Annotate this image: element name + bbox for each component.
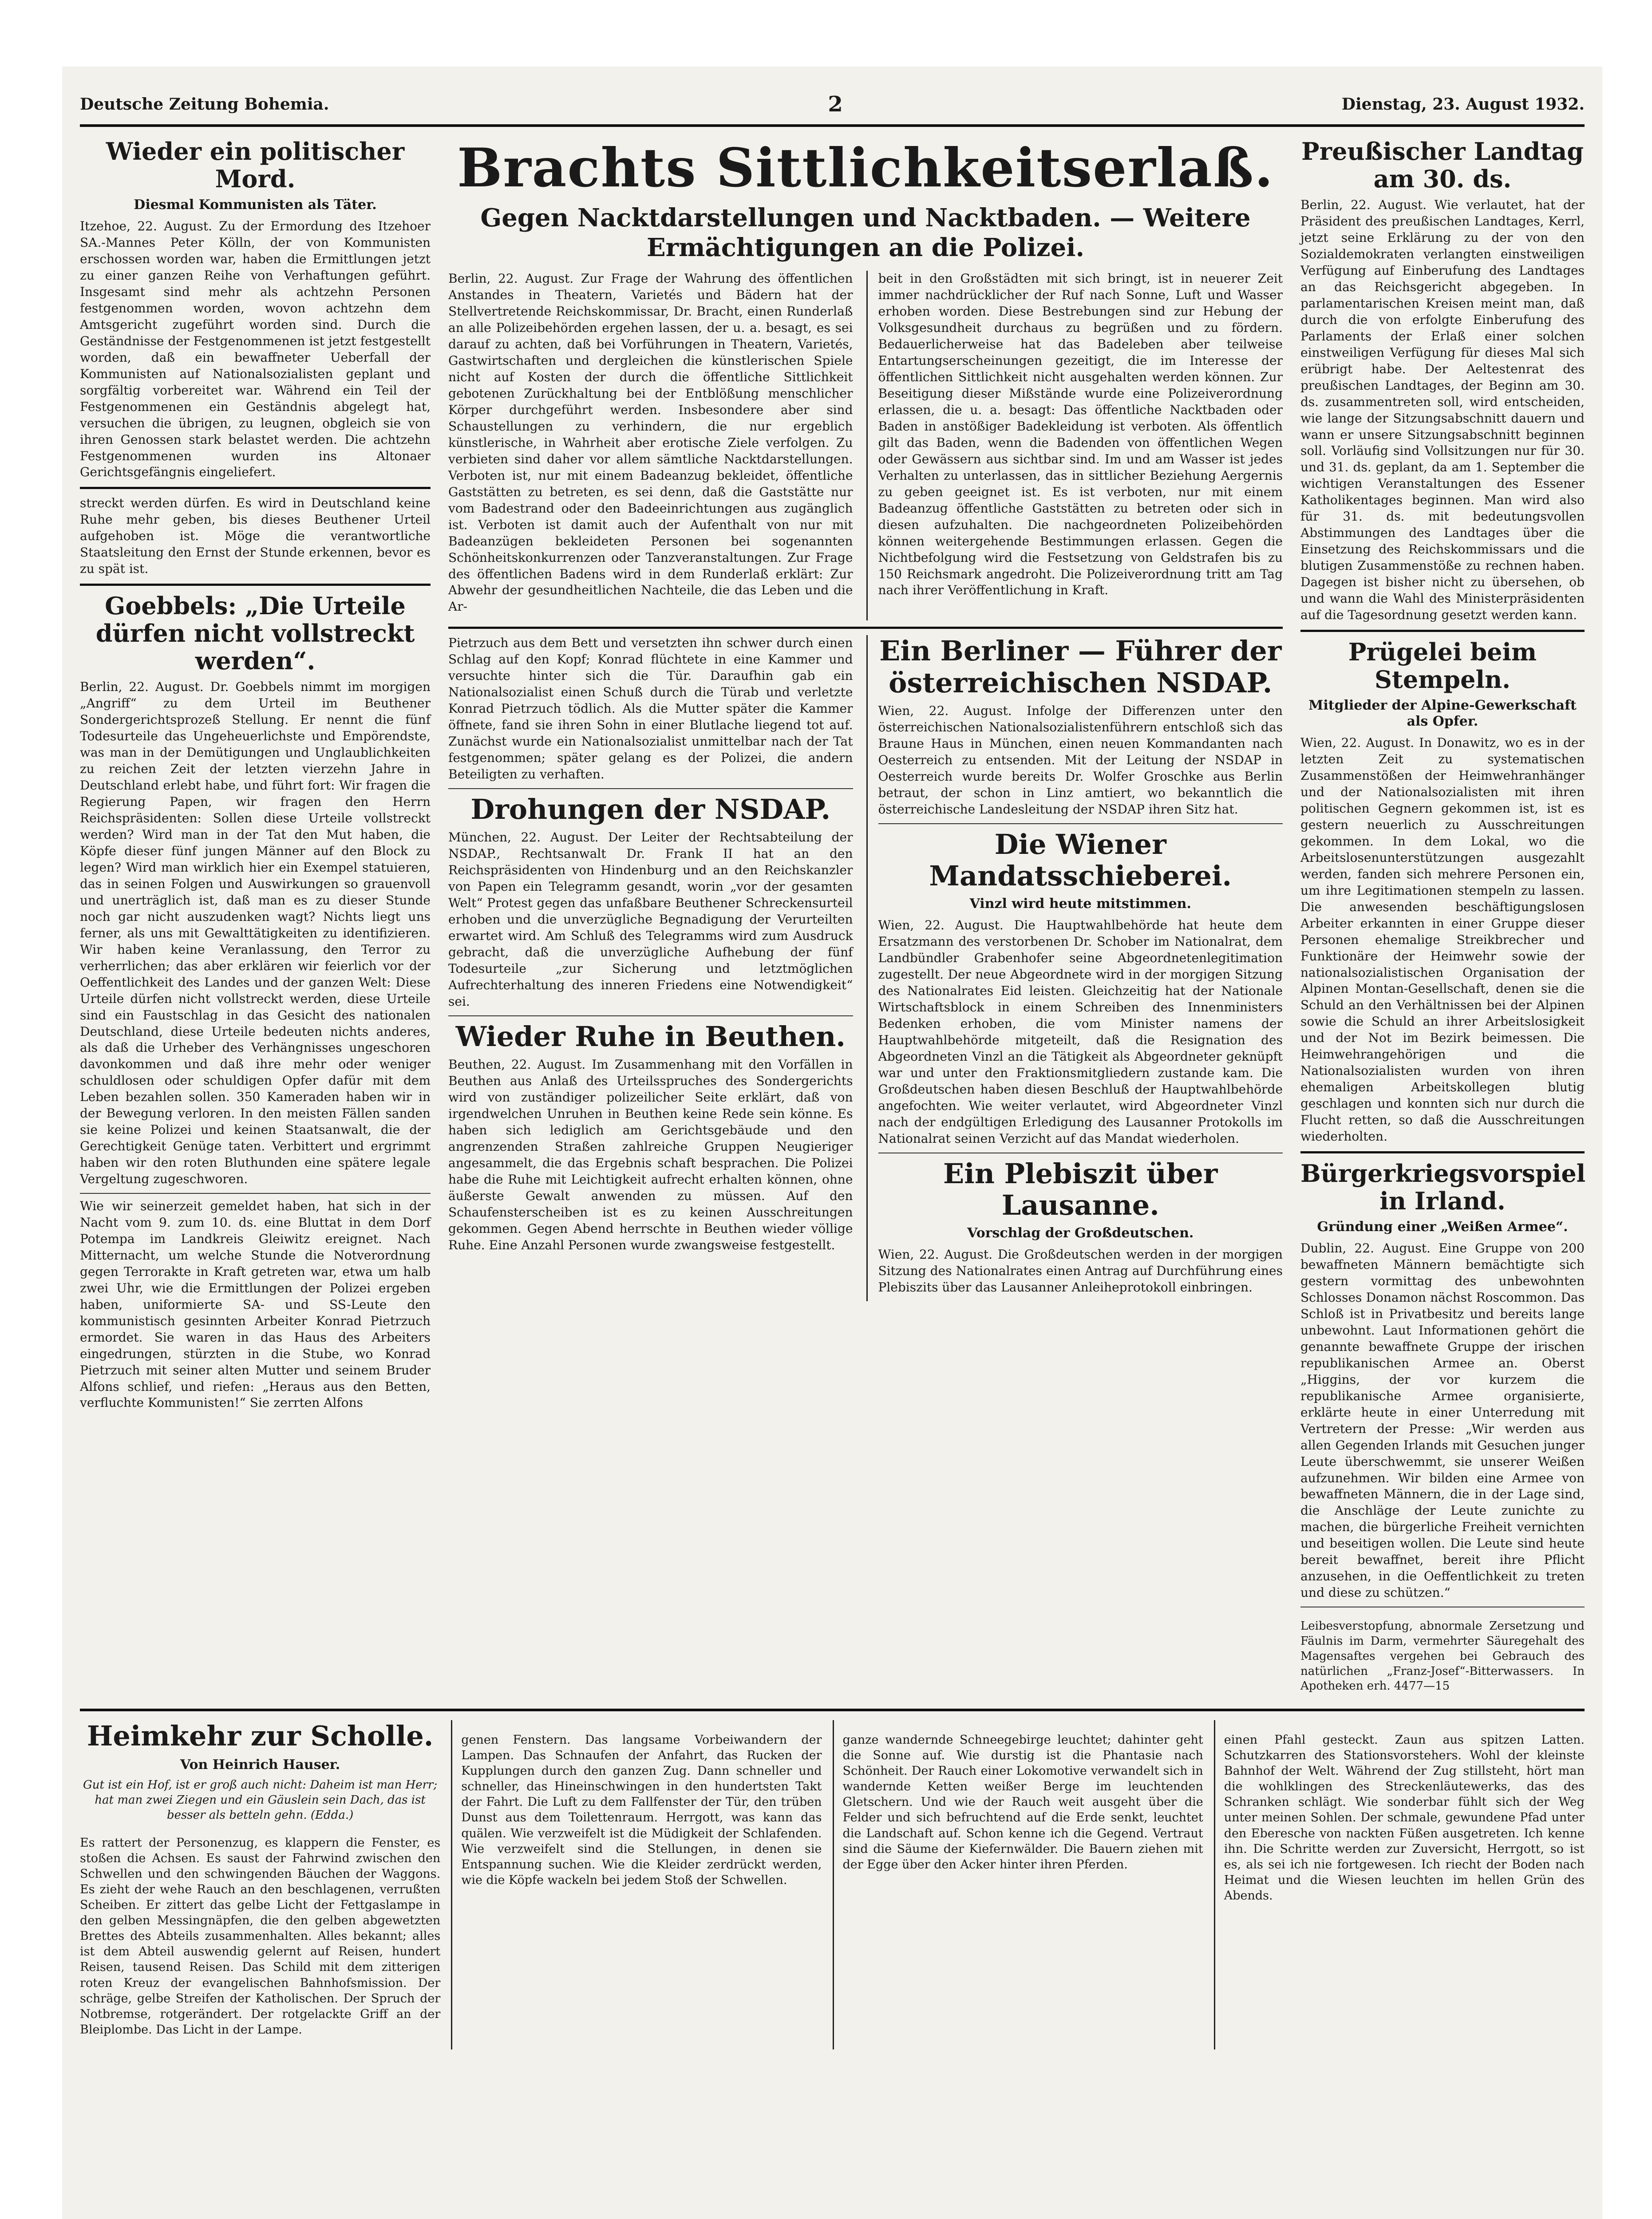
article-title-berliner: Ein Berliner — Führer der österreichischen NSDAP.	[879, 635, 1282, 699]
article-text-potempa: Wie wir seinerzeit gemeldet haben, hat sich in der Nacht vom 9. zum 10. ds. eine Bluttat in dem Dorf Potempa im Landkreis Gleiwitz ereignet. Nach Mitternacht, um welche Stunde die Notverordnung gegen Terrorakte in Kraft getreten war, etwa um halb zwei Uhr, wie die Ermittlungen der Polizei ergeben haben, uniformierte SA- und SS-Leute den kommunistisch gesinnten Arbeiter Konrad Pietrzuch ermordet. Sie waren in das Haus des Arbeiters eingedrungen, stürzten in die Stube, wo Konrad Pietrzuch mit seiner alten Mutter und seinem Bruder Alfons schlief, und riefen: „Heraus aus den Betten, verfluchte Kommunisten!“ Sie zerrten Alfons	[80, 1199, 431, 1410]
divider	[448, 627, 1283, 629]
page-header	[80, 84, 1585, 127]
article-text-mord: Itzehoe, 22. August. Zu der Ermordung des Itzehoer SA.-Mannes Peter Kölln, der von Kommunisten erschossen worden war, haben die Ermittlungen jetzt zu einer ganzen Reihe von Verhaftungen geführt. Insgesamt sind mehr als achtzehn Personen festgenommen worden, wovon achtzehn dem Amtsgericht zugeführt worden sind. Durch die Geständnisse der Festgenommenen ist jetzt festgestellt worden, daß ein bewaffneter Ueberfall der Kommunisten auf Nationalsozialisten geplant und sorgfältig vorbereitet war. Während ein Teil der Festgenommenen ein Geständnis abgelegt hat, versuchen die übrigen, zu leugnen, obgleich sie von ihren Genossen stark belastet werden. Die achtzehn Festgenommenen wurden ins Altonaer Gerichtsgefängnis eingeliefert.	[80, 219, 431, 480]
feuilleton-text-4: einen Pfahl gesteckt. Zaun aus spitzen Latten. Schutzkarren des Stationsvorstehers. Wohl der kleinste Bahnhof der Welt. Während der Zug stillsteht, hört man die wohlklingen des Streckenläutewerks, das des Schranken schlägt. Wie sonderbar fühlt sich der Weg unter meinen Sohlen. Der schmale, gewundene Pfad unter den Eberesche von nackten Füßen ausgetreten. Ich kenne ihn. Die Schritte werden zur Zuversicht, Herrgott, so ist es, als sei ich nie fortgewesen. Ich riecht der Boden nach Heimat und die Wiesen leuchten im hellen Grün des Abends.	[1224, 1733, 1585, 1903]
bracht-columns	[448, 271, 1283, 620]
divider	[80, 584, 431, 586]
feuilleton-title: Heimkehr zur Scholle.	[87, 1720, 434, 1752]
article-title-landtag: Preußischer Landtag am 30. ds.	[1301, 137, 1584, 193]
center-lower-columns	[448, 635, 1283, 1301]
article-title-beuthen: Wieder Ruhe in Beuthen.	[455, 1020, 846, 1053]
header-date: Dienstag, 23. August 1932.	[1341, 95, 1585, 114]
feuilleton-poem: Gut ist ein Hof, ist er groß auch nicht: Daheim ist man Herr; hat man zwei Ziegen und ein Gäuslein sein Dach, das ist besser als betteln gehn. (Edda.)	[83, 1778, 438, 1822]
article-title-goebbels: Goebbels: „Die Urteile dürfen nicht vollstreckt werden“.	[95, 592, 415, 675]
article-text-landtag: Berlin, 22. August. Wie verlautet, hat der Präsident des preußischen Landtages, Kerrl, jetzt seine Erklärung zu der von den Sozialdemokraten verlangten einstweiligen Verfügung auf Einberufung des Landtages an das Reichsgericht abgegeben. In parlamentarischen Kreisen meint man, daß durch die von erfolgte Einberufung des Parlaments der Erlaß einer solchen einstweiligen Verfügung für dieses Mal sich erübrigt habe. Der Aeltestenrat des preußischen Landtages, der Beginn am 30. ds. zusammentreten soll, wird entscheiden, wie lange der Sitzungsabschnitt dauern und wann er unsere Sitzungsabschnitt beginnen soll. Vorläufig sind Vollsitzungen nur für 30. und 31. ds. geplant, da am 1. September die wichtigen Veranstaltungen des Essener Katholikentages beginnen. Man wird also für 31. ds. mit bedeutungsvollen Abstimmungen des Landtages über die Einsetzung des Reichskommissars und die blutigen Zusammenstöße zu rechnen haben. Dagegen ist bisher nicht zu übersehen, ob und wann die Wahl des Ministerpräsidenten auf die Tagesordnung gesetzt werden kann.	[1300, 197, 1585, 623]
divider	[80, 1193, 431, 1194]
article-title-drohungen: Drohungen der NSDAP.	[470, 793, 831, 825]
article-subtitle-irland: Gründung einer „Weißen Armee“.	[1317, 1219, 1568, 1235]
column-center	[448, 138, 1283, 1301]
column-left	[80, 138, 431, 1417]
article-title-pruegelei: Prügelei beim Stempeln.	[1348, 637, 1537, 694]
feuilleton-text-3: ganze wandernde Schneegebirge leuchtet; dahinter geht die Sonne auf. Wie durstig ist die Phantasie nach Schönheit. Der Rauch einer Lokomotive verwandelt sich in wandernde Ketten weißer Berge im leuchtenden Gletschern. Und wie der Rauch weit ausgeht über die Felder und sich befruchtend auf die Erde senkt, leuchtet die Landschaft auf. Schon kenne ich die Gegend. Vertraut sind die Säume der Kiefernwälder. Die Bauern ziehen mit der Egge über den Acker hinter ihren Pferden.	[842, 1733, 1203, 1872]
article-title-plebiszit: Ein Plebiszit über Lausanne.	[943, 1157, 1218, 1221]
article-text-potempa-cont: Pietrzuch aus dem Bett und versetzten ihn schwer durch einen Schlag auf den Kopf; Konrad flüchtete in eine Kammer und versuchte hinter sich die Tür. Daraufhin gab ein Nationalsozialist einen Schuß durch die Türab und verletzte Konrad Pietrzuch tödlich. Als die Mutter später die Kammer öffnete, fand sie ihren Sohn in einer Blutlache liegend tot auf. Zunächst wurde ein Nationalsozialist unmittelbar nach der Tat festgenommen; später gelang es der Polizei, die andern Beteiligten zu verhaften.	[448, 636, 853, 782]
divider	[878, 823, 1283, 824]
article-text-plebiszit: Wien, 22. August. Die Großdeutschen werden in der morgigen Sitzung des Nationalrates einen Antrag auf Durchführung eines Plebiszits über das Lausanner Anleiheprotokoll einbringen.	[878, 1247, 1283, 1295]
header-newspaper-name: Deutsche Zeitung Bohemia.	[80, 95, 329, 114]
article-subtitle-wien: Vinzl wird heute mitstimmen.	[969, 896, 1191, 912]
divider	[1300, 1151, 1585, 1153]
article-text-irland: Dublin, 22. August. Eine Gruppe von 200 bewaffneten Männern bemächtigte sich gestern vormittag des unbewohnten Schlosses Donamon nächst Roscommon. Das Schloß ist in Privatbesitz und bereits lange unbewohnt. Laut Informationen gehört die genannte bewaffnete Gruppe der irischen republikanischen Armee an. Oberst „Higgins, der vor kurzem die republikanische Armee organisierte, erklärte heute in einer Unterredung mit Vertretern der Presse: „Wir werden aus allen Gegenden Irlands mit Gesuchen junger Leute überschwemmt, sie unserer Weißen aufzunehmen. Wir bilden eine Armee von bewaffneten Männern, die in der Lage sind, die Anschläge der Leute zunichte zu machen, die bürgerliche Freiheit vernichten und beseitigen wollen. Die Leute sind heute bereit bewaffnet, bereit ihre Pflicht anzusehen, in die Oeffentlichkeit zu treten und diese zu schützen.“	[1300, 1241, 1585, 1600]
header-page-number: 2	[828, 92, 843, 117]
divider	[448, 1015, 853, 1016]
article-title-bracht: Brachts Sittlichkeitserlaß.	[457, 137, 1274, 199]
divider	[80, 487, 431, 489]
article-subtitle-pruegelei: Mitglieder der Alpine-Gewerkschaft als Opfer.	[1308, 698, 1577, 730]
article-subtitle-plebiszit: Vorschlag der Großdeutschen.	[967, 1225, 1194, 1241]
article-text-bracht-a: Berlin, 22. August. Zur Frage der Wahrung des öffentlichen Anstandes in Theatern, Varietés und Bädern hat der Stellvertretende Reichskommissar, Dr. Bracht, einen Runderlaß an alle Polizeibehörden ergehen lassen, der u. a. besagt, es sei darauf zu achten, daß bei Vorführungen in Theatern, Varietés, Gastwirtschaften und dergleichen die künstlerischen Spiele nicht auf Kosten der durch die öffentliche Sittlichkeit gebotenen Zurückhaltung bei der Entblößung menschlicher Körper durchgeführt werden. Insbesondere aber sind Schaustellungen zu verhindern, die nur ergeblich künstlerische, in Wahrheit aber erotische Ziele verfolgen. Zu verbieten sind daher vor allem sämtliche Nacktdarstellungen. Verboten ist, nur mit einem Badeanzug bekleidet, öffentliche Gaststätten zu betreten, es sei denn, daß die Gaststätte nur vom Badestrand oder den Badeeinrichtungen aus zugänglich ist. Verboten ist damit auch der Aufenthalt von nur mit Badeanzügen bekleideten Personen bei sogenannten Schönheitskonkurrenzen oder Tanzveranstaltungen. Zur Frage des öffentlichen Badens wird in dem Runderlaß erklärt: Zur Abwehr der gesundheitlichen Nachteile, die das Leben und die Ar-	[448, 271, 853, 614]
feuilleton-author: Von Heinrich Hauser.	[180, 1757, 340, 1773]
advertisement: Leibesverstopfung, abnormale Zersetzung und Fäulnis im Darm, vermehrter Säuregehalt des Magensaftes vergehen bei Gebrauch des natürlichen „Franz-Josef“-Bitterwassers. In Apotheken erh. 4477—15	[1300, 1619, 1585, 1693]
article-text-bracht-b: beit in den Großstädten mit sich bringt, ist in neuerer Zeit immer nachdrücklicher der Ruf nach Sonne, Luft und Wasser erhoben worden. Diese Bestrebungen sind zur Hebung der Volksgesundheit durchaus zu begrüßen und zu fördern. Bedauerlicherweise hat das Badeleben aber teilweise Entartungserscheinungen gezeitigt, die im Interesse der öffentlichen Sittlichkeit nicht ausgehalten werden können. Zur Beseitigung dieser Mißstände wurde eine Polizeiverordnung erlassen, die u. a. besagt: Das öffentliche Nacktbaden oder Baden in anstößiger Badekleidung ist verboten. Als öffentlich gilt das Baden, wenn die Badenden von öffentlichen Wegen oder Gewässern aus sichtbar sind. Im und am Wasser ist jedes Verhalten zu unterlassen, das in sittlicher Beziehung Aergernis zu geben geeignet ist. Es ist verboten, nur mit einem Badeanzug öffentliche Gaststätten zu betreten oder sich in diesen aufzuhalten. Die nachgeordneten Polizeibehörden können weitergehende Bestimmungen erlassen. Gegen die Nichtbefolgung wird die Festsetzung von Geldstrafen bis zu 150 Reichsmark angedroht. Die Polizeiverordnung tritt am Tag nach ihrer Veröffentlichung in Kraft.	[878, 271, 1283, 598]
divider	[1300, 630, 1585, 632]
article-text-berliner: Wien, 22. August. Infolge der Differenzen unter den österreichischen Nationalsozialistenführern entschloß sich das Braune Haus in München, einen neuen Kommandanten nach Oesterreich zu entsenden. Mit der Leitung der NSDAP in Oesterreich wurde bereits Dr. Wolfer Groschke aus Berlin betraut, der schon in Linz amtiert, wo bekanntlich die österreichische Landesleitung der NSDAP ihren Sitz hat.	[878, 703, 1283, 817]
divider	[448, 788, 853, 789]
article-subtitle-mord: Diesmal Kommunisten als Täter.	[134, 197, 377, 213]
article-text-pruegelei: Wien, 22. August. In Donawitz, wo es in der letzten Zeit zu systematischen Zusammenstößen der Heimwehranhänger und der Nationalsozialisten mit ihren politischen Gegnern gekommen ist, ist es gestern neuerlich zu Ausschreitungen gekommen. In dem Lokal, wo die Arbeitslosenunterstützungen ausgezahlt werden, fanden sich mehrere Personen ein, um ihre Legitimationen stempeln zu lassen. Die anwesenden beschäftigungslosen Arbeiter erkannten in einer Gruppe dieser Personen ehemalige Streikbrecher und Funktionäre der Heimwehr sowie der nationalsozialistischen Organisation der Alpinen Montan-Gesellschaft, denen sie die Schuld an den Verhältnissen bei der Alpinen sowie die Schuld an ihrer Arbeitslosigkeit und der Not im Bezirk beimessen. Die Heimwehrangehörigen und die Nationalsozialisten wurden von ihren ehemaligen Arbeitskollegen blutig geschlagen und konnten sich nur durch die Flucht retten, so daß die Ausschreitungen wiederholten.	[1300, 735, 1585, 1144]
feuilleton-text-1: Es rattert der Personenzug, es klappern die Fenster, es stoßen die Achsen. Es saust der Fahrwind zwischen den Schwellen und den schwingenden Bäuchen der Waggons. Es zieht der wehe Rauch an den beschlagenen, verrußten Scheiben. Er zittert das gelbe Licht der Fettgaslampe in den gelben Messingnäpfen, die den gelben abgewetzten Brettes des Abteils zusammenhalten. Alles bekannt; alles ist dem Abteil auswendig gelernt auf Reisen, hundert Reisen, tausend Reisen. Das Schild mit dem zitterigen roten Kreuz der evangelischen Bahnhofsmission. Der schräge, gelbe Streifen der Katholischen. Der Spruch der Notbremse, rotgerändert. Der rotgelackte Griff an der Bleiplombe. Das Licht in der Lampe.	[80, 1836, 441, 2037]
feuilleton-text-2: genen Fenstern. Das langsame Vorbeiwandern der Lampen. Das Schnaufen der Anfahrt, das Rucken der Kupplungen durch den ganzen Zug. Dann schneller und schneller, das Hineinschwingen in den hundertsten Takt der Fahrt. Die Luft zu dem Fallfenster der Tür, den trüben Dunst aus dem Toilettenraum. Herrgott, was kann das quälen. Wie verzweifelt ist die Müdigkeit der Schlafenden. Wie verzweifelt sind die Stellungen, in denen sie Entspannung suchen. Wie die Kleider zerdrückt werden, wie die Köpfe wackeln bei jedem Stoß der Schwellen.	[461, 1733, 822, 1887]
article-text-wien: Wien, 22. August. Die Hauptwahlbehörde hat heute dem Ersatzmann des verstorbenen Dr. Schober im Nationalrat, dem Landbündler Grabenhofer seine Abgeordnetenlegitimation zugestellt. Der neue Abgeordnete wird in der morgigen Sitzung des Nationalrates Eid leisten. Gleichzeitig hat der Nationale Wirtschaftsblock in einem Schreiben des Innenministers Bedenken erhoben, die vom Minister namens der Hauptwahlbehörde mitgeteilt, daß die Resignation des Abgeordneten Vinzl an die Tätigkeit als Abgeordneter geknüpft war und unter den Fraktionsmitgliedern zustande kam. Die Großdeutschen haben diesen Beschluß der Hauptwahlbehörde angefochten. Wie weiter verlautet, wird Abgeordneter Vinzl nach der endgültigen Erledigung des Lausanner Protokolls im Nationalrat seinen Verzicht auf das Mandat wiederholen.	[878, 918, 1283, 1146]
article-text-goebbels: Berlin, 22. August. Dr. Goebbels nimmt im morgigen „Angriff“ zu dem Urteil im Beuthener Sondergerichtsprozeß Stellung. Er nennt die fünf Todesurteile das Ungeheuerlichste und Empörendste, was man in der Demütigungen und Unglaublichkeiten zu reichen Zeit der letzten vierzehn Jahre in Deutschland erlebt habe, und führt fort: Wir fragen die Regierung Papen, wir fragen den Herrn Reichspräsidenten: Sollen diese Urteile vollstreckt werden? Wird man in der Tat den Mut haben, die Köpfe dieser fünf jungen Männer auf den Block zu legen? Wird man wirklich hier ein Exempel statuieren, das in seinen Folgen und Auswirkungen so grauenvoll und unerträglich ist, daß man es zu dieser Stunde noch gar nicht auszudenken wagt? Nichts liegt uns ferner, als uns mit Gewalttätigkeiten zu identifizieren. Wir haben keine Veranlassung, den Terror zu verherrlichen; das aber erklären wir feierlich vor der Oeffentlichkeit des Landes und der ganzen Welt: Diese Urteile dürfen nicht vollstreckt werden, diese Urteile sind ein Faustschlag in das Gesicht des nationalen Deutschland, diese Urteile bedeuten nichts anderes, als daß die Urheber des Verhängnisses ungeschoren davonkommen und daß ihre mehr oder weniger schuldlosen oder schuldigen Opfer dafür mit dem Leben bezahlen sollen. 350 Kameraden haben wir in der Bewegung verloren. In den meisten Fällen sanden sie keine Polizei und keinen Staatsanwalt, die der Gerechtigkeit Genüge taten. Verbittert und ergrimmt haben wir den roten Bluthunden eine spätere legale Vergeltung zugeschworen.	[80, 679, 431, 1187]
article-text-beuthen: Beuthen, 22. August. Im Zusammenhang mit den Vorfällen in Beuthen aus Anlaß des Urteilsspruches des Sondergerichts wird von zuständiger polizeilicher Seite erklärt, daß von irgendwelchen Unruhen in Beuthen keine Rede sein könne. Es haben sich lediglich am Gerichtsgebäude und den angrenzenden Straßen zahlreiche Gruppen Neugieriger angesammelt, die das Ergebnis schaft besprachen. Die Polizei habe die Ruhe mit Leichtigkeit aufrecht erhalten können, ohne äußerste Gewalt anwenden zu müssen. Auf den Schaufensterscheiben ist es zu keinen Ausschreitungen gekommen. Gegen Abend herrschte in Beuthen wieder völlige Ruhe. Eine Anzahl Personen wurde zwangsweise festgestellt.	[448, 1057, 853, 1252]
article-title-mord: Wieder ein politischer Mord.	[106, 137, 405, 193]
article-title-irland: Bürgerkriegsvorspiel in Irland.	[1300, 1159, 1586, 1216]
column-right	[1300, 138, 1585, 1706]
feuilleton-section	[80, 1709, 1585, 2049]
article-text-drohungen: München, 22. August. Der Leiter der Rechtsabteilung der NSDAP., Rechtsanwalt Dr. Frank II hat an den Reichspräsidenten von Hindenburg und an den Reichskanzler von Papen ein Telegramm gesandt, worin „vor der gesamten Welt“ Protest gegen das unfaßbare Beuthener Schreckensurteil erhoben und die unverzügliche Begnadigung der Verurteilten erwartet wird. Am Schluß des Telegramms wird zum Ausdruck gebracht, daß die unverzügliche Aufhebung der fünf Todesurteile „zur Sicherung und letztmöglichen Aufrechterhaltung des inneren Friedens eine Notwendigkeit“ sei.	[448, 830, 853, 1009]
newspaper-page	[62, 67, 1602, 2219]
article-continuation: streckt werden dürfen. Es wird in Deutschland keine Ruhe mehr geben, bis dieses Beuthener Urteil aufgehoben ist. Möge die verantwortliche Staatsleitung den Ernst der Stunde erkennen, bevor es zu spät ist.	[80, 496, 431, 576]
article-subtitle-bracht: Gegen Nacktdarstellungen und Nacktbaden. — Weitere Ermächtigungen an die Polizei.	[480, 203, 1251, 263]
article-title-wien: Die Wiener Mandatsschieberei.	[929, 828, 1232, 892]
